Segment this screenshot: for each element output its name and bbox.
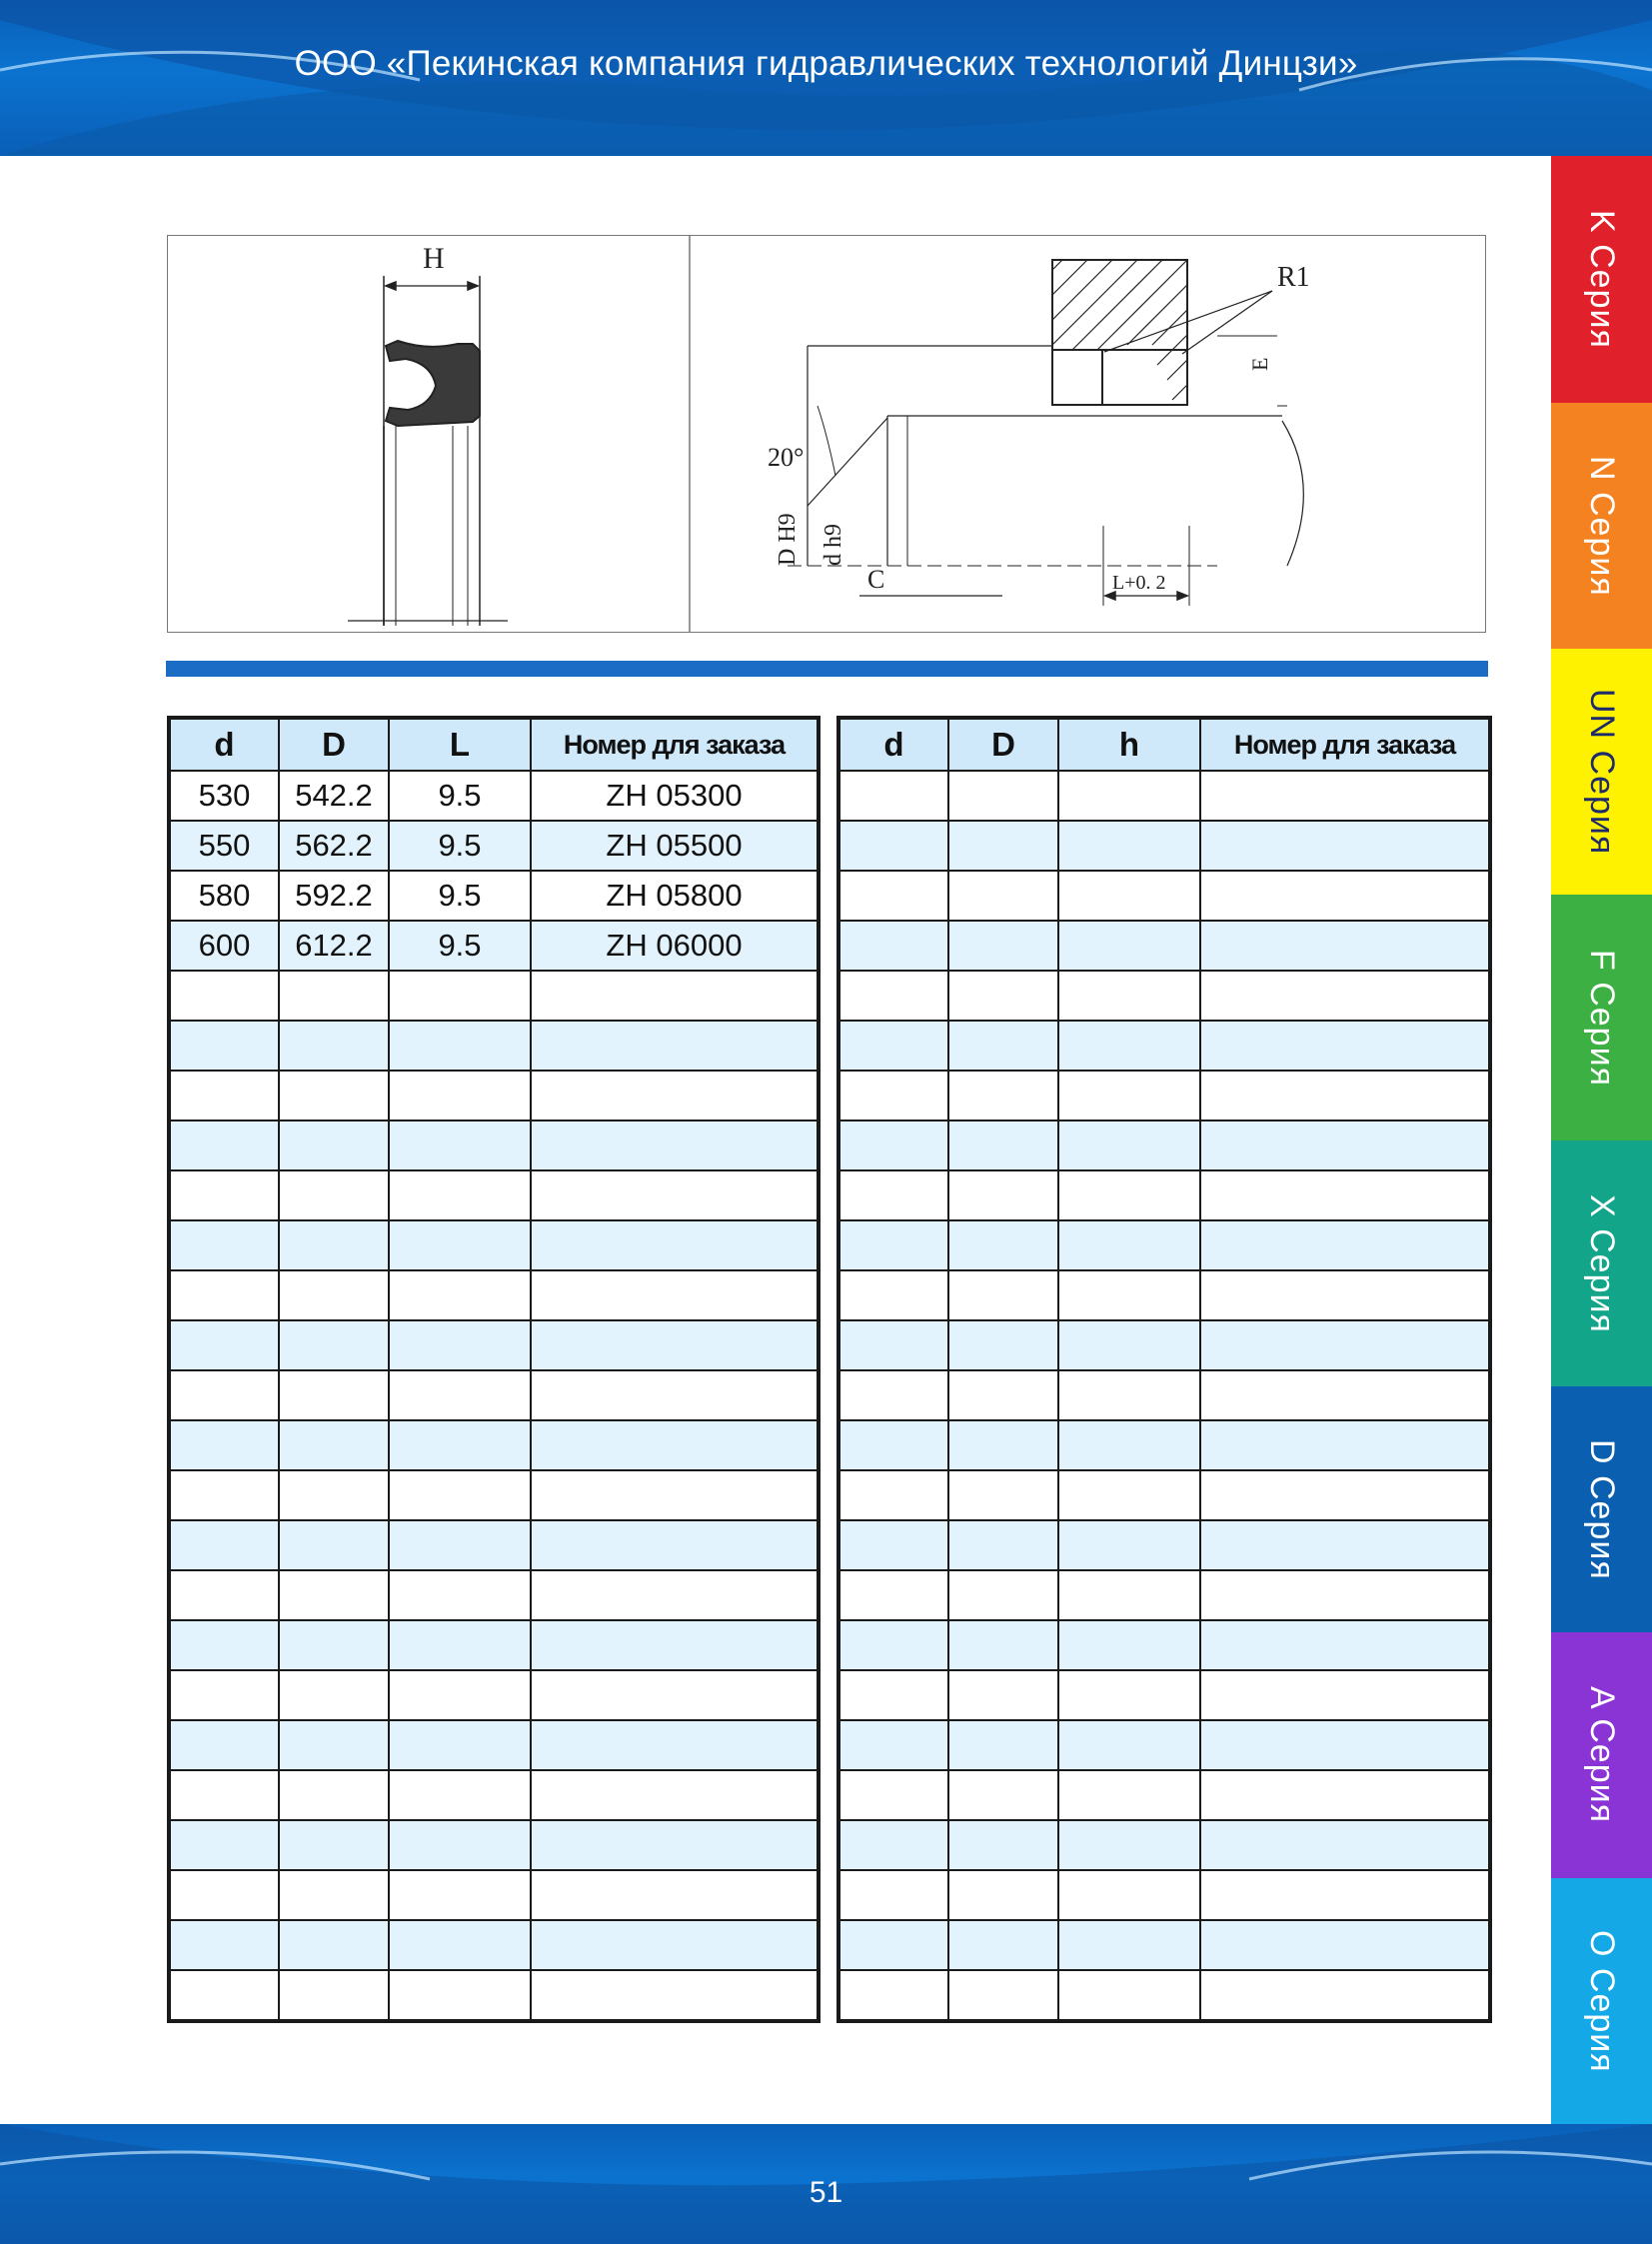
left-table-cell — [279, 1870, 389, 1920]
table-row — [838, 971, 1490, 1021]
table-row — [169, 771, 819, 821]
right-table-cell — [838, 1920, 948, 1970]
left-table-cell: 530 — [169, 771, 279, 821]
left-table-cell — [389, 1970, 531, 2021]
right-table-cell — [838, 1121, 948, 1170]
left-table-cell: 9.5 — [389, 921, 531, 971]
left-table-cell — [169, 971, 279, 1021]
right-table-cell — [1058, 1620, 1200, 1670]
left-table-cell — [531, 1920, 819, 1970]
left-table-cell — [531, 1071, 819, 1121]
table-row — [169, 921, 819, 971]
page-number: 51 — [809, 2176, 843, 2209]
left-table-cell — [531, 1270, 819, 1320]
right-table-cell — [1200, 1121, 1490, 1170]
left-table-cell: ZH 05300 — [531, 771, 819, 821]
table-row — [169, 1121, 819, 1170]
left-table-cell — [279, 1820, 389, 1870]
left-table-cell — [531, 1320, 819, 1370]
left-header-D: D — [279, 718, 389, 771]
right-table-cell — [1200, 1170, 1490, 1220]
left-table-cell — [169, 1520, 279, 1570]
right-table-cell — [1058, 1270, 1200, 1320]
right-table-cell — [1058, 871, 1200, 921]
left-table-cell — [169, 1021, 279, 1071]
table-row — [169, 1870, 819, 1920]
table-row — [169, 1520, 819, 1570]
table-row — [838, 1121, 1490, 1170]
label-angle: 20° — [768, 443, 805, 472]
right-table-cell — [1200, 1570, 1490, 1620]
left-table-cell: 550 — [169, 821, 279, 871]
groove-installation-view — [768, 260, 1310, 606]
right-table-cell — [1058, 1320, 1200, 1370]
table-row — [169, 1970, 819, 2021]
label-c: C — [867, 565, 885, 594]
left-table-cell — [389, 1520, 531, 1570]
left-table-cell — [279, 1270, 389, 1320]
right-table-cell — [838, 971, 948, 1021]
left-table-cell: 9.5 — [389, 771, 531, 821]
left-table-cell — [169, 1620, 279, 1670]
right-table-cell — [1200, 821, 1490, 871]
left-table-cell — [169, 1270, 279, 1320]
label-e: E — [1247, 357, 1272, 371]
right-table-cell — [838, 1820, 948, 1870]
left-table-cell — [531, 1870, 819, 1920]
right-table-cell — [1200, 1520, 1490, 1570]
table-row — [169, 1071, 819, 1121]
seal-drawing — [168, 236, 1485, 632]
right-table-cell — [838, 1970, 948, 2021]
label-l: L+0. 2 — [1112, 572, 1166, 594]
right-table-cell — [948, 1720, 1058, 1770]
right-table-cell — [838, 1470, 948, 1520]
right-table-cell — [1058, 1170, 1200, 1220]
table-row — [169, 1470, 819, 1520]
table-row — [838, 821, 1490, 871]
left-table-cell — [389, 1870, 531, 1920]
right-table-cell — [1058, 1370, 1200, 1420]
left-table-cell — [531, 1770, 819, 1820]
side-tab-n-series[interactable]: N Серия — [1551, 403, 1652, 649]
right-table-cell — [838, 1170, 948, 1220]
right-table-cell — [948, 871, 1058, 921]
left-table-cell — [389, 1620, 531, 1670]
left-table-cell — [531, 1720, 819, 1770]
right-header-d: d — [838, 718, 948, 771]
left-table-cell — [169, 1370, 279, 1420]
table-row — [169, 1220, 819, 1270]
right-table-cell — [1058, 1470, 1200, 1520]
left-table-cell — [279, 1520, 389, 1570]
table-row — [838, 1670, 1490, 1720]
table-row — [838, 871, 1490, 921]
right-table-cell — [1058, 1870, 1200, 1920]
left-table-cell: ZH 05500 — [531, 821, 819, 871]
right-table-cell — [1200, 1770, 1490, 1820]
left-table-cell — [169, 1920, 279, 1970]
left-table-cell — [169, 1071, 279, 1121]
left-table-cell — [279, 1420, 389, 1470]
left-table-cell: 9.5 — [389, 871, 531, 921]
side-tab-x-series[interactable]: X Серия — [1551, 1140, 1652, 1386]
table-row — [838, 1520, 1490, 1570]
left-table-cell — [531, 1970, 819, 2021]
right-table-cell — [1200, 1370, 1490, 1420]
table-row — [169, 1620, 819, 1670]
right-table-cell — [948, 1470, 1058, 1520]
right-table-cell — [948, 1770, 1058, 1820]
right-table-cell — [838, 1520, 948, 1570]
left-table-cell — [531, 971, 819, 1021]
table-row — [838, 771, 1490, 821]
left-table-cell — [531, 1670, 819, 1720]
table-row — [838, 1970, 1490, 2021]
right-table-cell — [838, 1320, 948, 1370]
table-row — [838, 1170, 1490, 1220]
left-table-cell — [279, 1021, 389, 1071]
label-dh9-rod: d h9 — [821, 524, 846, 566]
right-table-cell — [838, 821, 948, 871]
side-tab-a-series[interactable]: A Серия — [1551, 1632, 1652, 1878]
label-dh9-bore: D H9 — [775, 513, 801, 566]
left-table-cell — [531, 1820, 819, 1870]
right-table-cell — [1058, 1220, 1200, 1270]
left-size-table — [167, 716, 821, 2023]
left-table-cell — [279, 1470, 389, 1520]
table-row — [838, 1870, 1490, 1920]
right-header-D: D — [948, 718, 1058, 771]
table-row — [838, 1470, 1490, 1520]
left-table-cell — [169, 1121, 279, 1170]
right-table-cell — [838, 1370, 948, 1420]
right-table-cell — [1200, 1870, 1490, 1920]
left-table-cell — [279, 1121, 389, 1170]
left-table-cell — [279, 1620, 389, 1670]
right-table-cell — [948, 1320, 1058, 1370]
header-title: ООО «Пекинская компания гидравлических технологий Динцзи» — [294, 44, 1358, 83]
right-table-cell — [1200, 1720, 1490, 1770]
left-table-cell — [389, 1670, 531, 1720]
right-table-cell — [948, 821, 1058, 871]
right-table-cell — [1058, 921, 1200, 971]
table-row — [169, 1670, 819, 1720]
table-row — [169, 821, 819, 871]
table-row — [838, 1021, 1490, 1071]
left-table-cell — [279, 1770, 389, 1820]
right-table-cell — [1200, 871, 1490, 921]
left-table-cell — [389, 1570, 531, 1620]
left-table-cell — [389, 1021, 531, 1071]
right-table-cell — [948, 1670, 1058, 1720]
table-row — [838, 921, 1490, 971]
table-row — [838, 1220, 1490, 1270]
right-table-cell — [948, 1520, 1058, 1570]
left-table-cell — [279, 1720, 389, 1770]
table-row — [838, 1720, 1490, 1770]
left-table-cell: 542.2 — [279, 771, 389, 821]
right-table-cell — [1058, 1970, 1200, 2021]
left-table-cell — [169, 1970, 279, 2021]
left-table-cell — [531, 1620, 819, 1670]
seal-profile-view — [348, 242, 508, 626]
right-table-cell — [1058, 1071, 1200, 1121]
left-table-cell — [279, 971, 389, 1021]
left-table-cell: 580 — [169, 871, 279, 921]
left-table-cell — [279, 1670, 389, 1720]
left-table-cell — [531, 1420, 819, 1470]
label-r1: R1 — [1277, 262, 1310, 293]
label-h: H — [423, 242, 445, 275]
right-table-cell — [1058, 1520, 1200, 1570]
right-table-cell — [948, 1620, 1058, 1670]
right-table-cell — [838, 871, 948, 921]
table-row — [169, 1270, 819, 1320]
left-table-cell — [389, 1820, 531, 1870]
left-table-cell — [169, 1870, 279, 1920]
right-table-cell — [948, 1121, 1058, 1170]
right-table-cell — [1200, 1021, 1490, 1071]
right-table-cell — [1058, 821, 1200, 871]
left-table-cell — [531, 1370, 819, 1420]
left-table-cell — [169, 1420, 279, 1470]
right-table-cell — [838, 1720, 948, 1770]
right-table-cell — [1200, 1620, 1490, 1670]
right-table-cell — [1058, 1820, 1200, 1870]
table-row — [838, 1920, 1490, 1970]
left-header-order-number: Номер для заказа — [531, 718, 819, 771]
table-row — [169, 871, 819, 921]
left-table-cell — [389, 1170, 531, 1220]
side-tab-k-series[interactable]: K Серия — [1551, 156, 1652, 403]
right-table-cell — [838, 1420, 948, 1470]
side-tab-un-series[interactable]: UN Серия — [1551, 649, 1652, 895]
right-table-cell — [948, 1820, 1058, 1870]
right-table-cell — [1200, 1970, 1490, 2021]
table-row — [169, 1920, 819, 1970]
right-table-cell — [838, 921, 948, 971]
right-table-cell — [838, 1870, 948, 1920]
right-table-cell — [838, 1670, 948, 1720]
left-table-cell — [389, 1720, 531, 1770]
technical-drawing-panel — [167, 235, 1486, 633]
right-table-cell — [1058, 771, 1200, 821]
table-row — [838, 1270, 1490, 1320]
left-table-cell — [279, 1170, 389, 1220]
left-table-cell — [279, 1370, 389, 1420]
right-table-cell — [838, 1220, 948, 1270]
left-table-cell — [169, 1320, 279, 1370]
right-table-cell — [948, 1220, 1058, 1270]
left-table-cell — [169, 1470, 279, 1520]
left-table-cell: 612.2 — [279, 921, 389, 971]
left-header-d: d — [169, 718, 279, 771]
right-table-cell — [1058, 1770, 1200, 1820]
right-header-h: h — [1058, 718, 1200, 771]
left-table-cell — [169, 1170, 279, 1220]
table-row — [169, 1370, 819, 1420]
right-table-cell — [1200, 771, 1490, 821]
left-table-cell: 592.2 — [279, 871, 389, 921]
right-table-cell — [948, 1870, 1058, 1920]
right-table-cell — [838, 771, 948, 821]
right-table-cell — [1058, 971, 1200, 1021]
table-row — [169, 1170, 819, 1220]
left-table-cell — [531, 1170, 819, 1220]
left-table-cell — [279, 1570, 389, 1620]
right-header-order-number: Номер для заказа — [1200, 718, 1490, 771]
right-table-cell — [1200, 1920, 1490, 1970]
right-table-cell — [948, 771, 1058, 821]
left-table-cell — [389, 1320, 531, 1370]
table-row — [169, 1320, 819, 1370]
left-table-cell — [279, 1071, 389, 1121]
table-row — [169, 1770, 819, 1820]
right-table-cell — [1200, 1270, 1490, 1320]
right-table-cell — [948, 1071, 1058, 1121]
right-table-cell — [948, 921, 1058, 971]
left-table-cell: 600 — [169, 921, 279, 971]
left-table-cell: ZH 06000 — [531, 921, 819, 971]
right-table-cell — [1200, 1420, 1490, 1470]
footer-band — [0, 2124, 1652, 2244]
side-tab-d-series[interactable]: D Серия — [1551, 1386, 1652, 1632]
left-table-cell — [389, 1470, 531, 1520]
left-table-cell — [169, 1670, 279, 1720]
right-table-cell — [1200, 1820, 1490, 1870]
right-table-cell — [948, 1420, 1058, 1470]
left-header-L: L — [389, 718, 531, 771]
left-table-cell — [279, 1920, 389, 1970]
right-table-cell — [838, 1570, 948, 1620]
left-table-cell — [389, 971, 531, 1021]
right-table-cell — [1200, 921, 1490, 971]
left-table-cell — [389, 1270, 531, 1320]
left-table-cell — [169, 1570, 279, 1620]
table-row — [169, 1420, 819, 1470]
right-table-cell — [948, 1570, 1058, 1620]
left-table-cell — [531, 1220, 819, 1270]
right-table-cell — [1058, 1121, 1200, 1170]
left-table-cell — [531, 1520, 819, 1570]
right-table-cell — [838, 1071, 948, 1121]
table-row — [169, 1720, 819, 1770]
table-row — [838, 1770, 1490, 1820]
left-table-cell — [279, 1320, 389, 1370]
left-table-cell — [531, 1470, 819, 1520]
table-row — [838, 1370, 1490, 1420]
table-row — [838, 1420, 1490, 1470]
right-table-cell — [838, 1021, 948, 1071]
table-row — [838, 1820, 1490, 1870]
table-row — [169, 971, 819, 1021]
right-size-table — [836, 716, 1492, 2023]
left-table-cell — [389, 1770, 531, 1820]
left-table-cell: 562.2 — [279, 821, 389, 871]
right-table-cell — [1058, 1670, 1200, 1720]
table-row — [169, 1570, 819, 1620]
right-table-cell — [1058, 1021, 1200, 1071]
table-row — [169, 1820, 819, 1870]
series-side-tabs — [1551, 156, 1652, 2124]
right-table-cell — [1200, 1220, 1490, 1270]
right-table-cell — [838, 1270, 948, 1320]
right-table-cell — [1200, 1071, 1490, 1121]
right-table-cell — [948, 1370, 1058, 1420]
table-row — [838, 1320, 1490, 1370]
section-divider-rule — [166, 661, 1488, 677]
left-table-cell — [389, 1420, 531, 1470]
right-table-cell — [948, 1021, 1058, 1071]
right-table-cell — [948, 971, 1058, 1021]
side-tab-o-series[interactable]: O Серия — [1551, 1878, 1652, 2124]
right-table-cell — [948, 1170, 1058, 1220]
left-table-cell — [531, 1570, 819, 1620]
left-table-cell — [169, 1220, 279, 1270]
header-band — [0, 0, 1652, 156]
right-table-cell — [1058, 1570, 1200, 1620]
table-row — [838, 1570, 1490, 1620]
left-table-cell — [169, 1720, 279, 1770]
table-row — [838, 1071, 1490, 1121]
right-table-cell — [948, 1970, 1058, 2021]
left-table-cell: 9.5 — [389, 821, 531, 871]
right-table-cell — [1058, 1420, 1200, 1470]
left-table-cell: ZH 05800 — [531, 871, 819, 921]
table-row — [838, 1620, 1490, 1670]
side-tab-f-series[interactable]: F Серия — [1551, 895, 1652, 1140]
right-table-cell — [1200, 1320, 1490, 1370]
right-table-cell — [948, 1270, 1058, 1320]
left-table-cell — [169, 1820, 279, 1870]
right-table-cell — [1058, 1920, 1200, 1970]
right-table-cell — [838, 1770, 948, 1820]
left-table-cell — [389, 1071, 531, 1121]
right-table-cell — [838, 1620, 948, 1670]
left-table-cell — [531, 1021, 819, 1071]
left-table-cell — [169, 1770, 279, 1820]
right-table-cell — [1200, 1670, 1490, 1720]
right-table-cell — [948, 1920, 1058, 1970]
left-table-cell — [531, 1121, 819, 1170]
left-table-cell — [389, 1121, 531, 1170]
left-table-cell — [279, 1220, 389, 1270]
table-row — [169, 1021, 819, 1071]
left-table-cell — [389, 1220, 531, 1270]
left-table-cell — [389, 1920, 531, 1970]
right-table-cell — [1200, 1470, 1490, 1520]
right-table-cell — [1200, 971, 1490, 1021]
left-table-cell — [389, 1370, 531, 1420]
left-table-cell — [279, 1970, 389, 2021]
right-table-cell — [1058, 1720, 1200, 1770]
